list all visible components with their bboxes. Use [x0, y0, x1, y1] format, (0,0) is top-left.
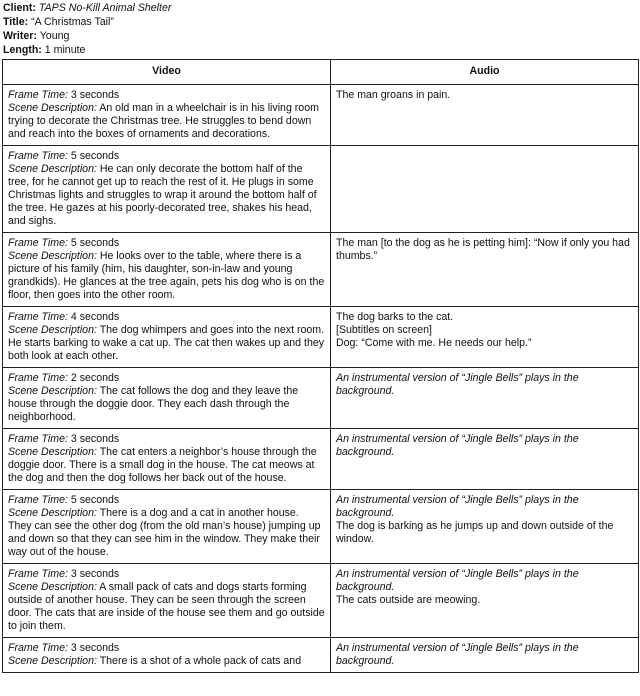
client-value: TAPS No-Kill Animal Shelter: [38, 2, 172, 14]
scene-description-text: An old man in a wheelchair is in his living room trying to decorate the Christmas tree. He struggles to bend down and reach into the boxes of ornaments and decorations.: [8, 102, 319, 140]
table-row: [3, 368, 639, 429]
scene-description-text: A small pack of cats and dogs starts forming outside of another house. They can be seen through the screen door. The cats that are inside of the house see them and go outside to join them.: [8, 581, 325, 632]
audio-line: [Subtitles on screen]: [336, 324, 432, 336]
video-cell: [3, 368, 331, 429]
video-cell: [3, 233, 331, 307]
title-line: [3, 15, 171, 29]
length-value: 1 minute: [44, 44, 86, 56]
audio-cell: [331, 85, 639, 146]
frame-time-label: Frame Time:: [8, 150, 68, 162]
table-row: [3, 490, 639, 564]
table-row: [3, 638, 639, 673]
audio-line: The dog barks to the cat.: [336, 311, 454, 323]
video-cell: [3, 490, 331, 564]
frame-time-value: 3 seconds: [70, 89, 120, 101]
video-cell: [3, 429, 331, 490]
audio-cell: [331, 429, 639, 490]
frame-time-value: 5 seconds: [70, 237, 120, 249]
scene-description-label: Scene Description:: [8, 581, 97, 593]
audio-cell: [331, 564, 639, 638]
audio-line: The man groans in pain.: [336, 89, 451, 101]
audio-cell: [331, 307, 639, 368]
writer-label: Writer:: [3, 30, 37, 42]
frame-time-value: 3 seconds: [70, 642, 120, 654]
scene-description-text: The cat enters a neighbor’s house through the doggie door. There is a small dog in the house. The cat meows at the dog and then the dog follows her back out of the house.: [8, 446, 317, 484]
frame-time-value: 2 seconds: [70, 372, 120, 384]
audio-cell: [331, 490, 639, 564]
audio-line: Dog: “Come with me. He needs our help.”: [336, 337, 532, 349]
title-value: “A Christmas Tail”: [31, 16, 114, 28]
frame-time-label: Frame Time:: [8, 89, 68, 101]
title-label: Title:: [3, 16, 29, 28]
frame-time-value: 4 seconds: [70, 311, 120, 323]
frame-time-label: Frame Time:: [8, 311, 68, 323]
frame-time-label: Frame Time:: [8, 642, 68, 654]
client-line: [3, 1, 171, 15]
audio-line: The dog is barking as he jumps up and down outside of the window.: [336, 520, 614, 545]
table-row: [3, 307, 639, 368]
client-label: Client:: [3, 2, 36, 14]
scene-description-text: He looks over to the table, where there is a picture of his family (him, his daughter, son-in-law and young grandkids). He glances at the tree again, pets his dog who is on the floor, then goes into the other room.: [8, 250, 325, 301]
audio-cell: [331, 368, 639, 429]
audio-cell: [331, 638, 639, 673]
writer-value: Young: [39, 30, 70, 42]
length-line: [3, 43, 171, 57]
frame-time-label: Frame Time:: [8, 494, 68, 506]
audio-line: The man [to the dog as he is petting him]: “Now if only you had thumbs.”: [336, 237, 630, 262]
scene-description-text: There is a dog and a cat in another house. They can see the other dog (from the old man’s house) jumping up and down so that they can see him in the window. They make their way out of the house.: [8, 507, 321, 558]
audio-column-header: Audio: [331, 60, 639, 85]
scene-description-text: The cat follows the dog and they leave the house through the doggie door. They each dash through the neighborhood.: [8, 385, 299, 423]
scene-description-label: Scene Description:: [8, 446, 97, 458]
scene-description-text: He can only decorate the bottom half of the tree, for he cannot get up to reach the rest of it. He plugs in some Christmas lights and struggles to wrap it around the bottom half of the tree. He gazes at his poorly-decorated tree, shakes his head, and sighs.: [8, 163, 317, 227]
audio-line: An instrumental version of “Jingle Bells” plays in the background.: [336, 372, 579, 397]
scene-description-label: Scene Description:: [8, 655, 97, 667]
scene-description-text: There is a shot of a whole pack of cats and: [99, 655, 302, 667]
video-cell: [3, 146, 331, 233]
audio-line: The cats outside are meowing.: [336, 594, 481, 606]
audio-cell: [331, 233, 639, 307]
frame-time-value: 3 seconds: [70, 433, 120, 445]
writer-line: [3, 29, 171, 43]
audio-line: An instrumental version of “Jingle Bells” plays in the background.: [336, 433, 579, 458]
table-header-row: [3, 60, 639, 85]
scene-description-label: Scene Description:: [8, 507, 97, 519]
length-label: Length:: [3, 44, 42, 56]
video-cell: [3, 307, 331, 368]
table-row: [3, 564, 639, 638]
frame-time-label: Frame Time:: [8, 433, 68, 445]
script-header: [3, 1, 171, 57]
scene-description-label: Scene Description:: [8, 324, 97, 336]
frame-time-label: Frame Time:: [8, 237, 68, 249]
scene-description-label: Scene Description:: [8, 102, 97, 114]
video-cell: [3, 638, 331, 673]
scene-description-text: The dog whimpers and goes into the next room. He starts barking to wake a cat up. The cat then wakes up and they both look at each other.: [8, 324, 325, 362]
video-cell: [3, 564, 331, 638]
audio-line: An instrumental version of “Jingle Bells” plays in the background.: [336, 642, 579, 667]
table-row: [3, 146, 639, 233]
table-row: [3, 429, 639, 490]
video-cell: [3, 85, 331, 146]
frame-time-value: 3 seconds: [70, 568, 120, 580]
frame-time-value: 5 seconds: [70, 150, 120, 162]
frame-time-label: Frame Time:: [8, 568, 68, 580]
frame-time-value: 5 seconds: [70, 494, 120, 506]
scene-description-label: Scene Description:: [8, 250, 97, 262]
audio-cell: [331, 146, 639, 233]
audio-line: An instrumental version of “Jingle Bells” plays in the background.: [336, 568, 579, 593]
frame-time-label: Frame Time:: [8, 372, 68, 384]
video-column-header: Video: [3, 60, 331, 85]
table-row: [3, 233, 639, 307]
audio-line: An instrumental version of “Jingle Bells” plays in the background.: [336, 494, 579, 519]
script-table: [2, 59, 639, 673]
scene-description-label: Scene Description:: [8, 385, 97, 397]
scene-description-label: Scene Description:: [8, 163, 97, 175]
table-row: [3, 85, 639, 146]
